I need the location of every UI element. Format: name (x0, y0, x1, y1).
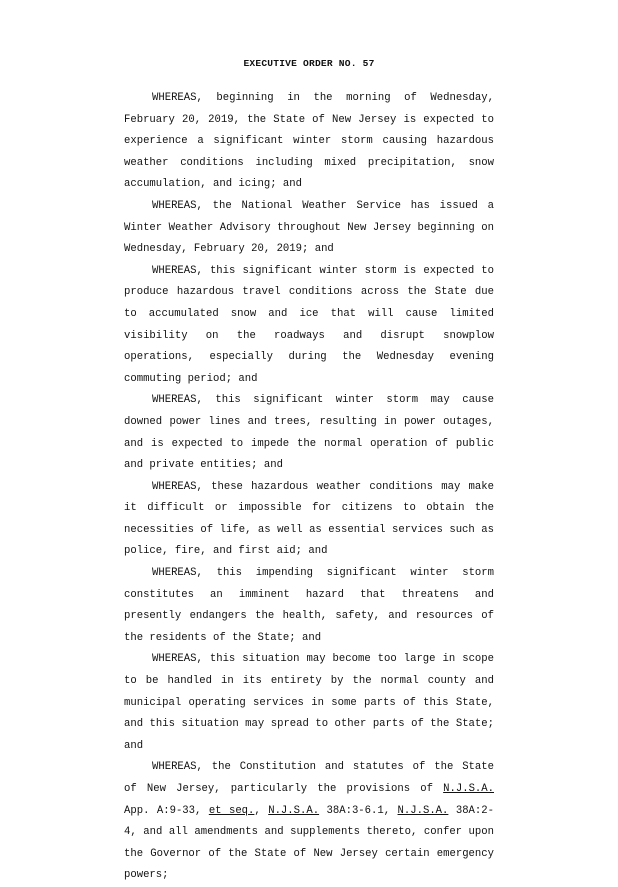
whereas-paragraph-6: WHEREAS, this impending significant winter storm constitutes an imminent hazard that threatens and presently endangers the health, safety, and resources of the residents of the State; and (124, 567, 494, 644)
whereas-paragraph-7: WHEREAS, this situation may become too large in scope to be handled in its entirety by the normal county and municipal operating services in some parts of this State, and this situation may spread to other parts of the State; and (124, 653, 494, 752)
whereas-paragraph-2: WHEREAS, the National Weather Service has issued a Winter Weather Advisory throughout New Jersey beginning on Wednesday, February 20, 2019; and (124, 199, 494, 256)
statute-reference: N.J.S.A. (397, 804, 449, 817)
statute-reference: N.J.S.A. (443, 783, 494, 795)
whereas-paragraph-4: WHEREAS, this significant winter storm may cause downed power lines and trees, resulting in power outages, and is expected to impede the normal operation of public and private entities; and (124, 394, 494, 472)
document-title: EXECUTIVE ORDER NO. 57 (243, 58, 375, 69)
text-segment: 38A:2-4, and all amendments and supplements thereto, confer upon the Governor of the State of New Jersey certain emergency powers; (124, 804, 494, 882)
whereas-paragraph-1: WHEREAS, beginning in the morning of Wednesday, February 20, 2019, the State of New Jersey is expected to experience a significant winter storm causing hazardous weather conditions including mixed precipitation, snow accumulation, and icing; and (124, 92, 494, 191)
document-body (124, 88, 494, 887)
text-segment: , (254, 804, 269, 817)
whereas-paragraph-8 (124, 757, 494, 887)
whereas-paragraph-3: WHEREAS, this significant winter storm is expected to produce hazardous travel conditions across the State due to accumulated snow and ice that will cause limited visibility on the roadways and disrupt snowplow operations, especially during the Wednesday evening commuting period; and (124, 264, 494, 385)
statute-reference: N.J.S.A. (268, 804, 320, 817)
text-segment: WHEREAS, the Constitution and statutes of the State of New Jersey, particularly the provisions of (124, 761, 494, 795)
whereas-paragraph-5: WHEREAS, these hazardous weather conditions may make it difficult or impossible for citizens to obtain the necessities of life, as well as essential services such as police, fire, and first aid; and (124, 480, 494, 558)
text-segment: App. A:9-33, (124, 804, 209, 817)
text-segment: 38A:3-6.1, (319, 804, 398, 817)
statute-reference: et seq. (208, 804, 255, 817)
